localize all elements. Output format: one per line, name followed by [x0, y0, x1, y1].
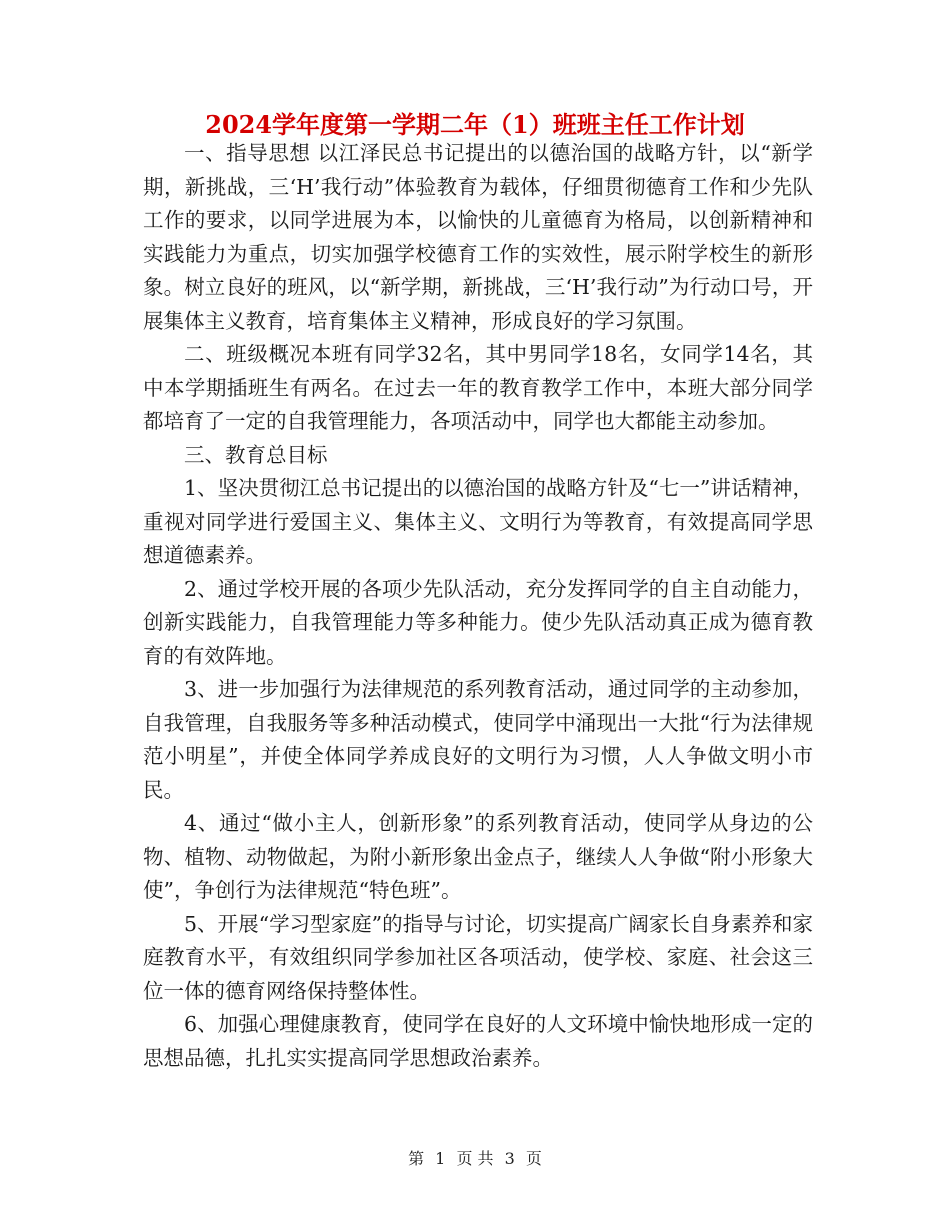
footer-prefix: 第 — [408, 1149, 425, 1168]
page-footer — [0, 1148, 950, 1170]
paragraph-goal-1: 1、坚决贯彻江总书记提出的以德治国的战略方针及“七一”讲话精神，重视对同学进行爱国主义、集体主义、文明行为等教育，有效提高同学思想道德素养。 — [143, 476, 813, 567]
footer-suffix: 页 — [525, 1149, 542, 1168]
paragraph-goal-2: 2、通过学校开展的各项少先队活动，充分发挥同学的自主自动能力，创新实践能力，自我管理能力等多种能力。使少先队活动真正成为德育教育的有效阵地。 — [143, 576, 813, 668]
paragraph-goal-4: 4、通过“做小主人，创新形象”的系列教育活动，使同学从身边的公物、植物、动物做起，为附小新形象出金点子，继续人人争做“附小形象大使”，争创行为法律规范“特色班”。 — [143, 811, 813, 902]
footer-middle: 页 共 — [456, 1149, 494, 1168]
paragraph-overall-goals-heading: 三、教育总目标 — [184, 442, 328, 467]
footer-total-pages: 3 — [504, 1149, 515, 1168]
document-title: 2024学年度第一学期二年（1）班班主任工作计划 — [205, 110, 745, 139]
document-body — [143, 137, 813, 1075]
paragraph-class-overview: 二、班级概况本班有同学32名，其中男同学18名，女同学14名，其中本学期插班生有两名。在过去一年的教育教学工作中，本班大部分同学都培育了一定的自我管理能力，各项活动中，同学也大都能主动参加。 — [143, 342, 813, 433]
paragraph-goal-5: 5、开展“学习型家庭”的指导与讨论，切实提高广阔家长自身素养和家庭教育水平，有效组织同学参加社区各项活动，使学校、家庭、社会这三位一体的德育网络保持整体性。 — [143, 911, 813, 1003]
paragraph-goal-3: 3、进一步加强行为法律规范的系列教育活动，通过同学的主动参加，自我管理，自我服务等多种活动模式，使同学中涌现出一大批“行为法律规范小明星”，并使全体同学养成良好的文明行为习惯，人人争做文明小市民。 — [143, 677, 813, 802]
footer-page-number: 1 — [435, 1149, 446, 1168]
paragraph-guiding-ideology: 一、指导思想 以江泽民总书记提出的以德治国的战略方针，以“新学期，新挑战，三‘H’我行动”体验教育为载体，仔细贯彻德育工作和少先队工作的要求，以同学进展为本，以愉快的儿童德育为格局，以创新精神和实践能力为重点，切实加强学校德育工作的实效性，展示附学校生的新形象。树立良好的班风，以“新学期，新挑战，三‘H’我行动”为行动口号，开展集体主义教育，培育集体主义精神，形成良好的学习氛围。 — [143, 141, 813, 333]
paragraph-goal-6: 6、加强心理健康教育，使同学在良好的人文环境中愉快地形成一定的思想品德，扎扎实实提高同学思想政治素养。 — [143, 1012, 813, 1070]
